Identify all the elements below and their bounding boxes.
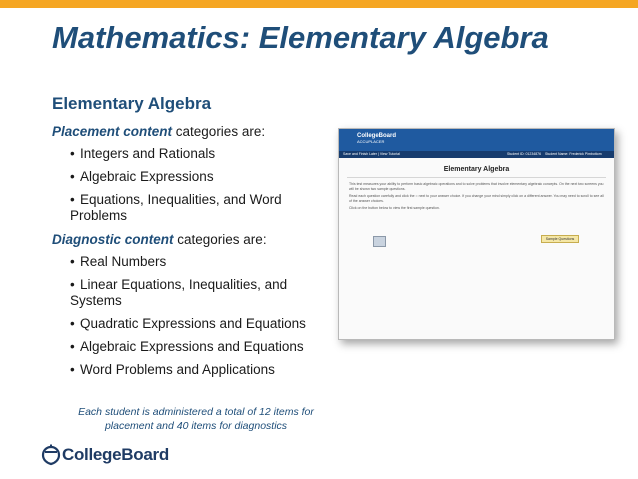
list-item: • Quadratic Expressions and Equations — [70, 316, 306, 331]
toolbar-student-id: Student ID: 01234876 — [507, 152, 542, 156]
administration-note: Each student is administered a total of 12 items for placement and 40 items for diagnostics — [78, 406, 314, 432]
list-item: • Algebraic Expressions and Equations — [70, 339, 304, 354]
placement-heading — [52, 124, 265, 139]
list-item-text: Algebraic Expressions and Equations — [80, 339, 304, 354]
list-item: • Real Numbers — [70, 254, 167, 269]
screenshot-brand — [357, 133, 396, 145]
screenshot-divider — [347, 177, 606, 178]
toolbar-student-name: Student Name: Frederick Pimbottom — [545, 152, 602, 156]
list-item-text: Linear Equations, Inequalities, and Systems — [70, 277, 288, 308]
list-item-text: Word Problems and Applications — [80, 362, 275, 377]
list-item: • Equations, Inequalities, and Word Problems — [70, 192, 282, 223]
diagnostic-list — [70, 254, 332, 385]
placement-label: Placement content — [52, 124, 173, 139]
toolbar-links[interactable]: Save and Finish Later | View Tutorial — [343, 152, 400, 156]
list-item: • Linear Equations, Inequalities, and Systems — [70, 277, 288, 308]
screenshot-para-2: Read each question carefully and click the ○ next to your answer choice. If you change your mind simply click on a different answer. You may need to scroll to see all of the answer choices. — [349, 194, 604, 203]
slide-title: Mathematics: Elementary Algebra — [52, 20, 549, 55]
screenshot-para-3: Click on the button below to view the first sample question. — [349, 206, 440, 210]
list-item: • Integers and Rationals — [70, 146, 216, 161]
placement-list — [70, 146, 332, 231]
screenshot-brand-sub: ACCUPLACER — [357, 139, 385, 144]
screenshot-heading: Elementary Algebra — [443, 166, 510, 173]
screenshot-para-1: This test measures your ability to perform basic algebraic operations and to solve problems that involve elementary algebraic concepts. On the next two screens you will be shown two sample questions. — [349, 182, 604, 191]
diagnostic-heading — [52, 232, 267, 247]
screenshot-toolbar — [339, 151, 614, 158]
list-item-text: Integers and Rationals — [80, 146, 216, 161]
list-item: • Algebraic Expressions — [70, 169, 214, 184]
placement-suffix: categories are: — [172, 124, 266, 139]
sample-questions-button[interactable]: Sample Questions — [541, 235, 579, 243]
slide-subtitle: Elementary Algebra — [52, 94, 212, 113]
acorn-logo-icon — [40, 444, 62, 466]
diagnostic-suffix: categories are: — [173, 232, 267, 247]
top-accent-bar — [0, 0, 638, 8]
list-item-text: Real Numbers — [80, 254, 167, 269]
list-item-text: Equations, Inequalities, and Word Problems — [70, 192, 282, 223]
calculator-icon[interactable] — [373, 236, 386, 247]
list-item: • Word Problems and Applications — [70, 362, 275, 377]
collegeboard-logo — [40, 444, 169, 466]
list-item-text: Algebraic Expressions — [80, 169, 214, 184]
logo-text: CollegeBoard — [62, 445, 169, 464]
accuplacer-screenshot — [338, 128, 615, 340]
screenshot-header — [339, 129, 614, 151]
screenshot-brand-name: CollegeBoard — [357, 133, 397, 139]
diagnostic-label: Diagnostic content — [52, 232, 174, 247]
list-item-text: Quadratic Expressions and Equations — [80, 316, 306, 331]
